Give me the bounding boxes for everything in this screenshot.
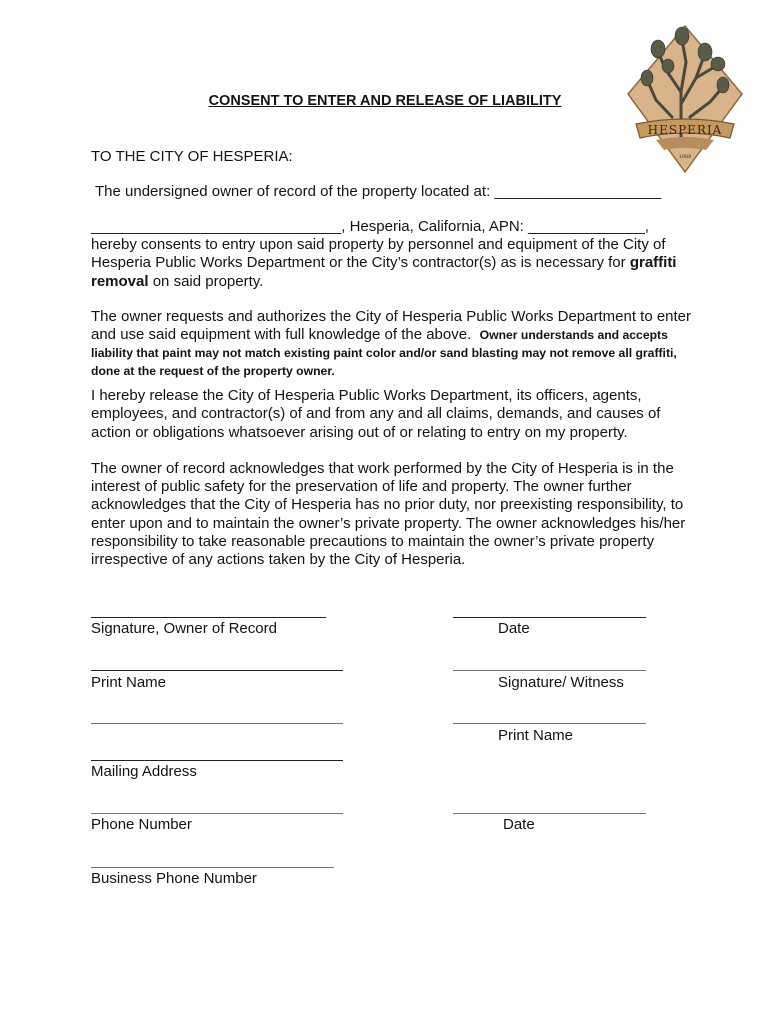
acknowledge-paragraph	[91, 460, 691, 569]
consent-body: hereby consents to entry upon said property by personnel and equipment of the City of Hesperia Public Works Department or the City’s contractor(s) as is necessary for	[91, 236, 666, 272]
location-apn-line: ______________________________, Hesperia, California, APN: ______________,	[91, 218, 649, 235]
address-line-1[interactable]	[91, 723, 343, 724]
print-name-label: Print Name	[91, 674, 167, 691]
business-phone-label: Business Phone Number	[91, 870, 257, 887]
logo-year: 1988	[678, 154, 692, 160]
print-name-line[interactable]	[91, 670, 343, 671]
phone-number-label: Phone Number	[91, 816, 192, 833]
date-label-2: Date	[503, 816, 535, 833]
date-line-1[interactable]	[453, 617, 646, 618]
consent-paragraph	[91, 218, 691, 291]
signature-owner-label: Signature, Owner of Record	[91, 620, 277, 637]
mailing-address-label: Mailing Address	[91, 763, 197, 780]
consent-text	[91, 236, 691, 291]
request-text: The owner requests and authorizes the City of Hesperia Public Works Department to enter and use said equipment with full knowledge of the above.	[91, 308, 692, 343]
consent-end: on said property.	[148, 272, 264, 290]
signature-owner-line[interactable]	[91, 617, 326, 618]
liability-bold-text: Owner understands and accepts liability that paint may not match existing paint color and/or sand blasting may not remove all graffiti, done at the request of the property owner.	[91, 328, 677, 378]
date-label-1: Date	[498, 620, 530, 637]
signature-witness-label: Signature/ Witness	[498, 674, 624, 691]
property-address-line: The undersigned owner of record of the property located at: ____________________	[95, 183, 662, 200]
witness-print-name-line[interactable]	[453, 723, 646, 724]
request-paragraph	[91, 308, 691, 380]
witness-print-name-label: Print Name	[498, 727, 574, 744]
release-text: I hereby release the City of Hesperia Public Works Department, its officers, agents, employees, and contractor(s) of and from any and all claims, demands, and causes of action or obligations whatsoever arising out of or relating to entry on my property.	[91, 387, 661, 441]
date-line-2[interactable]	[453, 813, 646, 814]
form-title: CONSENT TO ENTER AND RELEASE OF LIABILITY	[208, 93, 562, 109]
signature-witness-line[interactable]	[453, 670, 646, 671]
release-paragraph	[91, 387, 691, 442]
addressee-line: TO THE CITY OF HESPERIA:	[91, 148, 293, 165]
acknowledge-text: The owner of record acknowledges that work performed by the City of Hesperia is in the interest of public safety for the preservation of life and property. The owner further acknowledges that the City of Hesperia has no prior duty, nor preexisting responsibility, to enter upon and to maintain the owner’s private property. The owner acknowledges his/her responsibility to take reasonable precautions to maintain the owner’s private property irrespective of any actions taken by the City of Hesperia.	[91, 460, 686, 569]
logo-text: HESPERIA	[647, 123, 723, 137]
business-phone-line[interactable]	[91, 867, 334, 868]
mailing-address-line[interactable]	[91, 760, 343, 761]
phone-number-line[interactable]	[91, 813, 343, 814]
graffiti-removal-bold: graffiti removal	[91, 254, 677, 290]
